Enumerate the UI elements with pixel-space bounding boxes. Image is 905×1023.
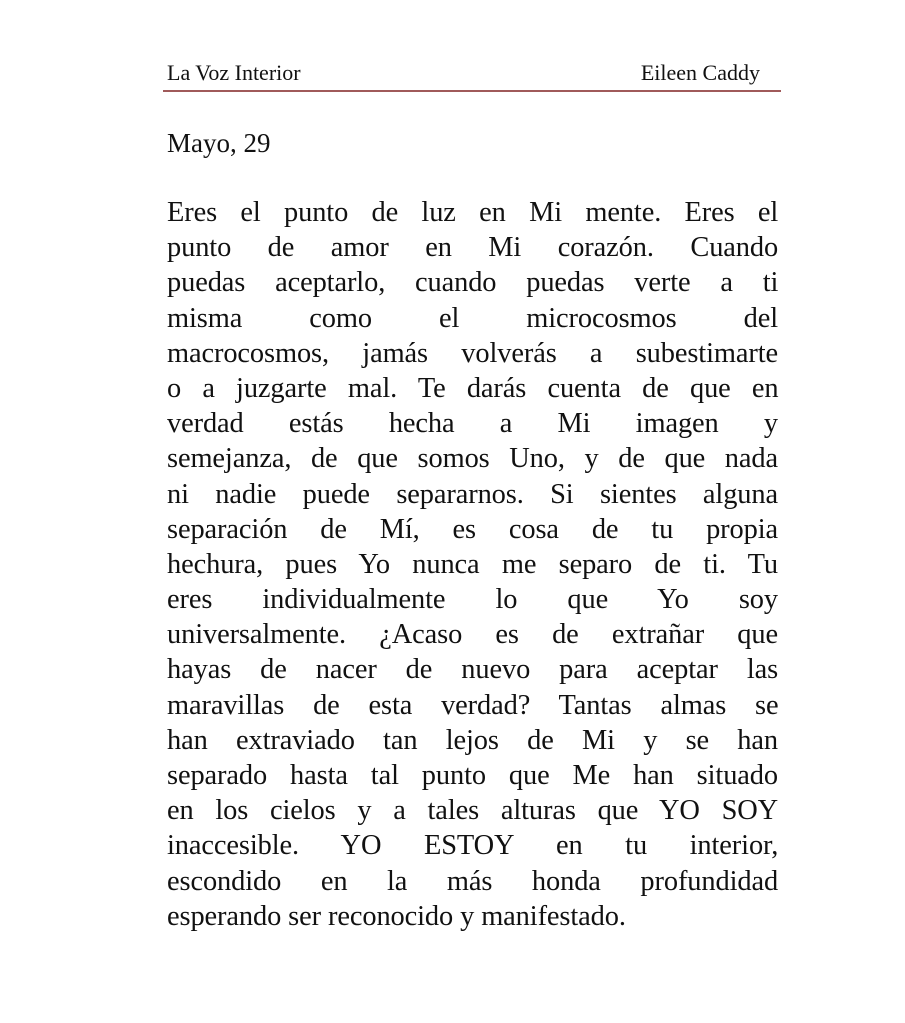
book-author: Eileen Caddy bbox=[640, 60, 760, 85]
body-line: maravillas de esta verdad? Tantas almas se bbox=[167, 689, 779, 721]
body-line: universalmente. ¿Acaso es de extrañar que bbox=[167, 619, 778, 651]
entry-date-heading: Mayo, 29 bbox=[167, 128, 271, 158]
page-header bbox=[163, 58, 781, 92]
body-line: en los cielos y a tales alturas que YO SOY bbox=[167, 795, 779, 827]
body-line: punto de amor en Mi corazón. Cuando bbox=[167, 232, 779, 264]
body-line: hayas de nacer de nuevo para aceptar las bbox=[167, 654, 779, 686]
body-line: esperando ser reconocido y manifestado. bbox=[167, 900, 626, 932]
body-line: escondido en la más honda profundidad bbox=[167, 865, 779, 897]
body-line: semejanza, de que somos Uno, y de que nada bbox=[167, 443, 778, 475]
body-line: ni nadie puede separarnos. Si sientes alguna bbox=[167, 478, 778, 510]
body-line: inaccesible. YO ESTOY en tu interior, bbox=[167, 830, 779, 862]
body-line: misma como el microcosmos del bbox=[167, 302, 778, 334]
body-line: separado hasta tal punto que Me han situado bbox=[167, 760, 778, 791]
body-line: separación de Mí, es cosa de tu propia bbox=[167, 513, 778, 545]
body-line: o a juzgarte mal. Te darás cuenta de que en bbox=[167, 372, 779, 404]
body-line: eres individualmente lo que Yo soy bbox=[167, 584, 778, 616]
entry-body-paragraph bbox=[167, 195, 778, 934]
body-line: han extraviado tan lejos de Mi y se han bbox=[167, 724, 778, 756]
body-line: hechura, pues Yo nunca me separo de ti. Tu bbox=[167, 548, 778, 580]
body-line: macrocosmos, jamás volverás a subestimarte bbox=[167, 337, 778, 369]
book-title: La Voz Interior bbox=[167, 60, 301, 85]
body-line: puedas aceptarlo, cuando puedas verte a ti bbox=[167, 267, 779, 299]
body-line: verdad estás hecha a Mi imagen y bbox=[167, 408, 778, 440]
body-line: Eres el punto de luz en Mi mente. Eres el bbox=[167, 197, 779, 228]
